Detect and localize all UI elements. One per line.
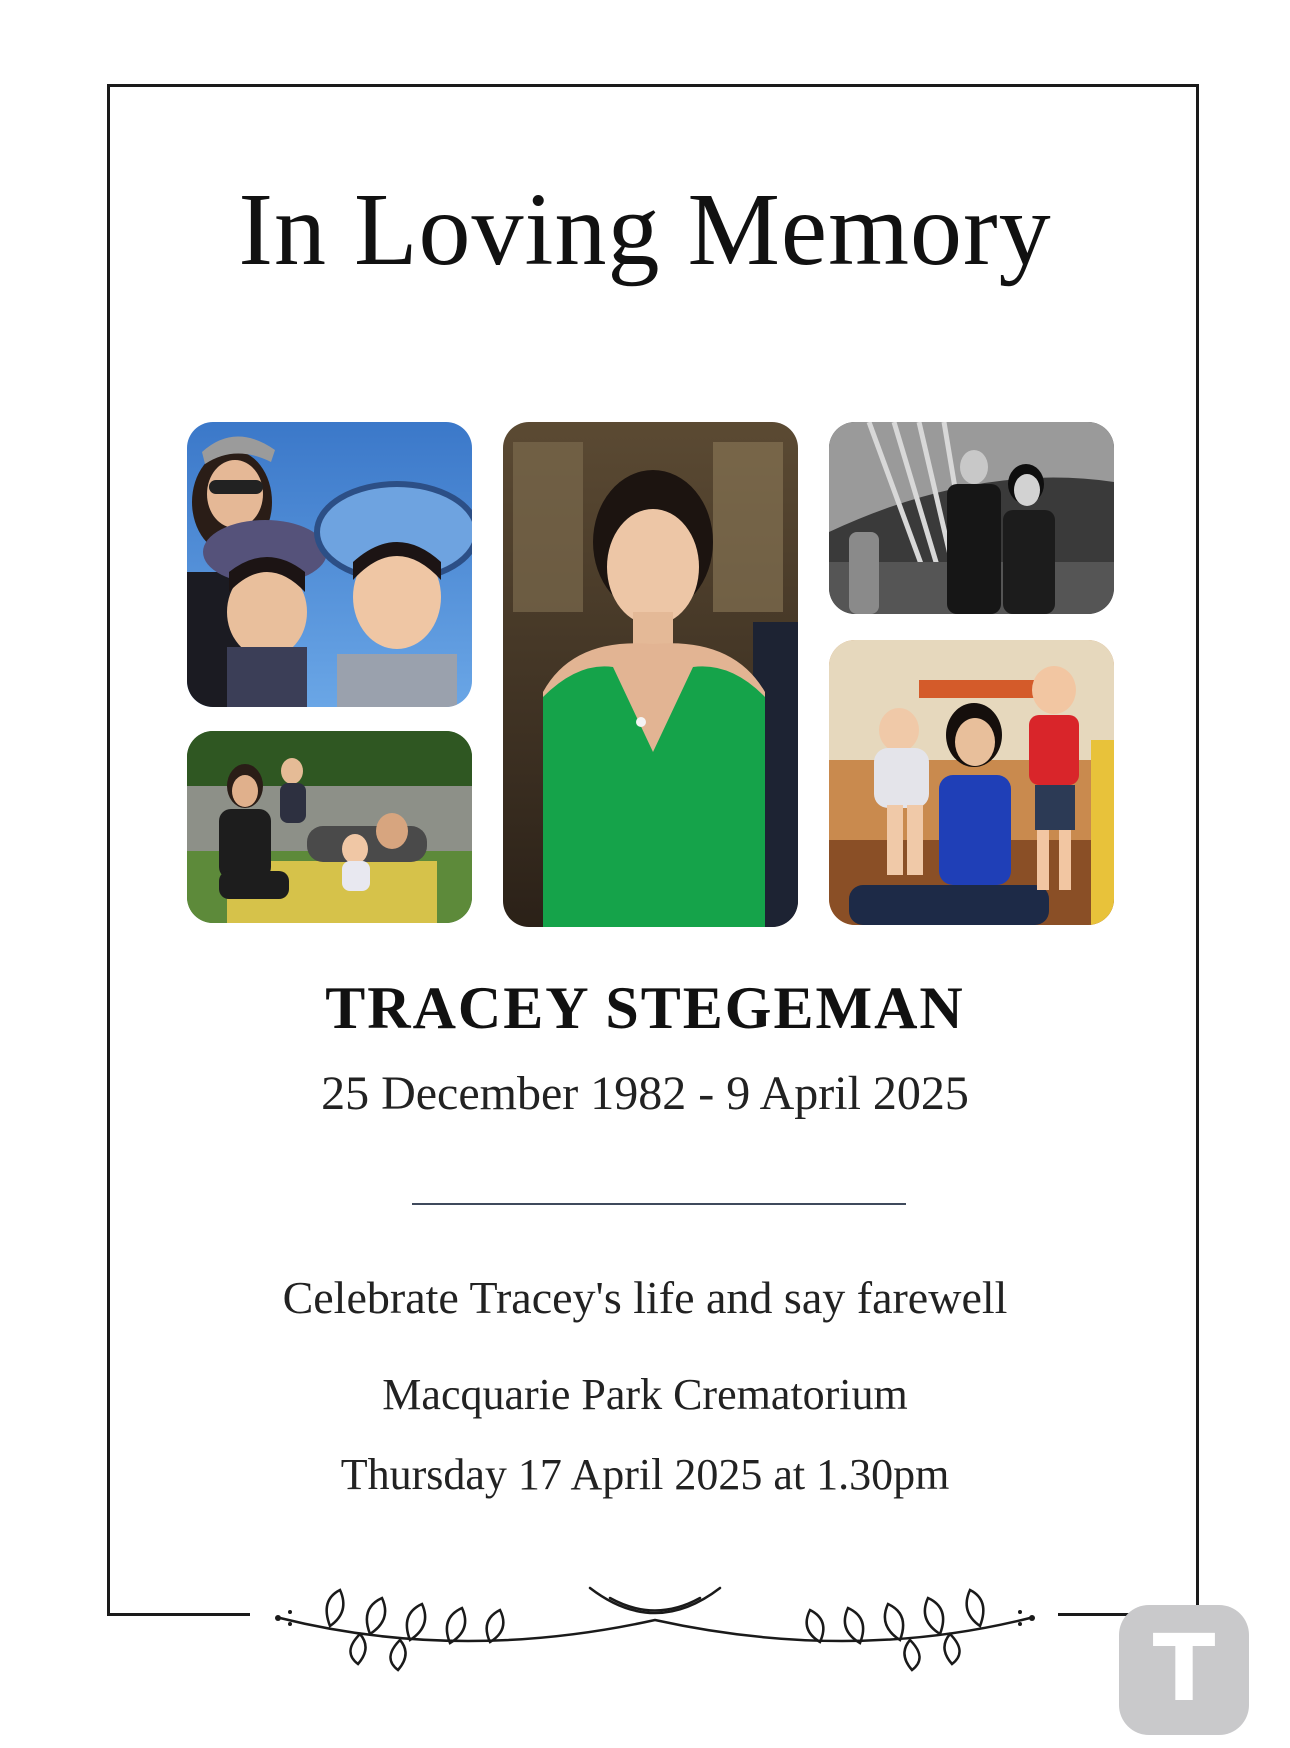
life-dates: 25 December 1982 - 9 April 2025 bbox=[321, 1067, 969, 1120]
photo-portrait-green-dress bbox=[503, 422, 798, 927]
photo-mother-with-children bbox=[829, 640, 1114, 925]
photo-family-picnic bbox=[187, 731, 472, 923]
deceased-name: TRACEY STEGEMAN bbox=[325, 975, 965, 1041]
service-datetime: Thursday 17 April 2025 at 1.30pm bbox=[340, 1450, 950, 1499]
app-badge-t-icon bbox=[1119, 1605, 1249, 1735]
section-divider bbox=[412, 1203, 906, 1205]
venue-text: Macquarie Park Crematorium bbox=[382, 1370, 908, 1419]
badge-letter: T bbox=[1152, 1615, 1216, 1722]
frame-bottom-left bbox=[107, 1613, 250, 1616]
photo-selfie-with-children bbox=[187, 422, 472, 707]
floral-flourish-icon bbox=[260, 1568, 1050, 1678]
invitation-text: Celebrate Tracey's life and say farewell bbox=[282, 1272, 1008, 1323]
photo-couple-black-and-white bbox=[829, 422, 1114, 614]
card-title: In Loving Memory bbox=[238, 172, 1052, 287]
